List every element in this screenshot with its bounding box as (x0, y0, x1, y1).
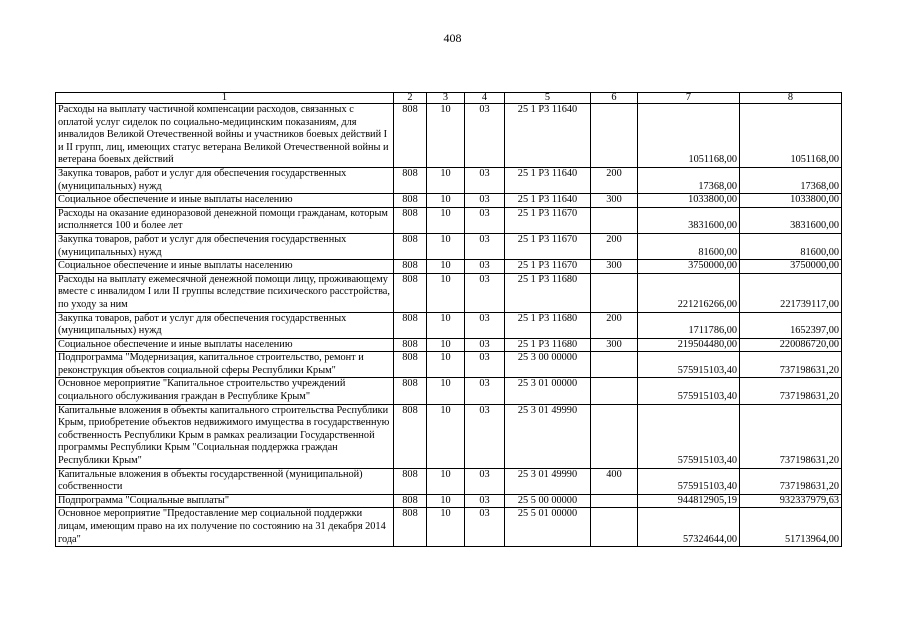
row-gov-code: 808 (394, 312, 427, 338)
header-cell: 3 (427, 93, 465, 104)
row-amount-year2: 3750000,00 (740, 260, 842, 274)
table-row (56, 338, 842, 352)
row-gov-code: 808 (394, 338, 427, 352)
row-expense-type: 200 (591, 312, 638, 338)
row-subsection: 03 (465, 312, 505, 338)
row-amount-year2: 220086720,00 (740, 338, 842, 352)
row-subsection: 03 (465, 508, 505, 547)
row-target-article: 25 1 Р3 11680 (505, 312, 591, 338)
row-amount-year2: 1033800,00 (740, 194, 842, 208)
row-amount-year1: 575915103,40 (638, 352, 740, 378)
table-row (56, 468, 842, 494)
table-row (56, 404, 842, 468)
row-section: 10 (427, 104, 465, 168)
row-target-article: 25 1 Р3 11680 (505, 338, 591, 352)
row-name: Капитальные вложения в объекты капитального строительства Республики Крым, приобретение объектов недвижимого имущества в государственную собственность Республики Крым в рамках реализации Государственной программы Республики Крым "Социальная поддержка граждан Республики Крым" (56, 404, 394, 468)
row-section: 10 (427, 508, 465, 547)
row-amount-year1: 575915103,40 (638, 404, 740, 468)
row-expense-type (591, 404, 638, 468)
row-target-article: 25 1 Р3 11670 (505, 207, 591, 233)
table-row (56, 207, 842, 233)
row-name: Расходы на выплату ежемесячной денежной помощи лицу, проживающему вместе с инвалидом I или II группы вследствие психического расстройства, по уходу за ним (56, 273, 394, 312)
row-section: 10 (427, 378, 465, 404)
row-subsection: 03 (465, 273, 505, 312)
row-target-article: 25 3 00 00000 (505, 352, 591, 378)
row-amount-year2: 737198631,20 (740, 352, 842, 378)
row-gov-code: 808 (394, 508, 427, 547)
row-subsection: 03 (465, 260, 505, 274)
page-number: 408 (443, 31, 462, 45)
row-section: 10 (427, 404, 465, 468)
row-subsection: 03 (465, 352, 505, 378)
row-subsection: 03 (465, 207, 505, 233)
table-row (56, 194, 842, 208)
row-amount-year1: 575915103,40 (638, 468, 740, 494)
row-expense-type (591, 508, 638, 547)
row-section: 10 (427, 312, 465, 338)
row-name: Подпрограмма "Социальные выплаты" (56, 494, 394, 508)
row-name: Основное мероприятие "Капитальное строительство учреждений социального обслуживания граждан в Республике Крым" (56, 378, 394, 404)
row-amount-year1: 81600,00 (638, 233, 740, 259)
row-amount-year2: 221739117,00 (740, 273, 842, 312)
row-section: 10 (427, 338, 465, 352)
row-amount-year1: 17368,00 (638, 167, 740, 193)
row-amount-year2: 51713964,00 (740, 508, 842, 547)
table-body (56, 93, 842, 547)
table-row (56, 378, 842, 404)
table-row (56, 104, 842, 168)
header-cell: 5 (505, 93, 591, 104)
row-gov-code: 808 (394, 194, 427, 208)
row-expense-type: 200 (591, 233, 638, 259)
row-target-article: 25 1 Р3 11670 (505, 260, 591, 274)
row-target-article: 25 1 Р3 11680 (505, 273, 591, 312)
row-name: Закупка товаров, работ и услуг для обеспечения государственных (муниципальных) нужд (56, 167, 394, 193)
row-name: Социальное обеспечение и иные выплаты населению (56, 194, 394, 208)
row-amount-year1: 1051168,00 (638, 104, 740, 168)
row-gov-code: 808 (394, 378, 427, 404)
row-subsection: 03 (465, 378, 505, 404)
row-amount-year1: 1711786,00 (638, 312, 740, 338)
row-expense-type: 400 (591, 468, 638, 494)
row-section: 10 (427, 194, 465, 208)
row-gov-code: 808 (394, 207, 427, 233)
row-subsection: 03 (465, 404, 505, 468)
row-section: 10 (427, 352, 465, 378)
table-row (56, 260, 842, 274)
row-expense-type: 300 (591, 194, 638, 208)
row-gov-code: 808 (394, 233, 427, 259)
row-gov-code: 808 (394, 167, 427, 193)
row-expense-type (591, 352, 638, 378)
header-cell: 8 (740, 93, 842, 104)
row-gov-code: 808 (394, 404, 427, 468)
row-expense-type (591, 104, 638, 168)
table-row (56, 167, 842, 193)
row-name: Социальное обеспечение и иные выплаты населению (56, 260, 394, 274)
row-amount-year1: 219504480,00 (638, 338, 740, 352)
row-amount-year1: 944812905,19 (638, 494, 740, 508)
budget-table (55, 92, 842, 547)
row-target-article: 25 1 Р3 11670 (505, 233, 591, 259)
row-amount-year2: 737198631,20 (740, 404, 842, 468)
table-row (56, 508, 842, 547)
row-name: Подпрограмма "Модернизация, капитальное строительство, ремонт и реконструкция объектов социальной сферы Республики Крым" (56, 352, 394, 378)
row-amount-year2: 81600,00 (740, 233, 842, 259)
row-amount-year1: 3831600,00 (638, 207, 740, 233)
row-gov-code: 808 (394, 273, 427, 312)
header-cell: 7 (638, 93, 740, 104)
row-amount-year2: 737198631,20 (740, 378, 842, 404)
row-target-article: 25 3 01 49990 (505, 404, 591, 468)
row-expense-type: 200 (591, 167, 638, 193)
row-section: 10 (427, 233, 465, 259)
row-expense-type: 300 (591, 338, 638, 352)
row-section: 10 (427, 494, 465, 508)
row-section: 10 (427, 207, 465, 233)
row-target-article: 25 3 01 00000 (505, 378, 591, 404)
row-amount-year1: 221216266,00 (638, 273, 740, 312)
table-row (56, 352, 842, 378)
row-amount-year2: 737198631,20 (740, 468, 842, 494)
table-row (56, 273, 842, 312)
header-cell: 6 (591, 93, 638, 104)
row-target-article: 25 5 00 00000 (505, 494, 591, 508)
row-expense-type (591, 378, 638, 404)
row-amount-year2: 3831600,00 (740, 207, 842, 233)
row-section: 10 (427, 167, 465, 193)
row-amount-year2: 1652397,00 (740, 312, 842, 338)
row-name: Закупка товаров, работ и услуг для обеспечения государственных (муниципальных) нужд (56, 233, 394, 259)
header-cell: 4 (465, 93, 505, 104)
row-expense-type (591, 207, 638, 233)
row-name: Закупка товаров, работ и услуг для обеспечения государственных (муниципальных) нужд (56, 312, 394, 338)
table-row (56, 312, 842, 338)
row-gov-code: 808 (394, 260, 427, 274)
row-amount-year2: 17368,00 (740, 167, 842, 193)
row-name: Основное мероприятие "Предоставление мер социальной поддержки лицам, имеющим право на их получение по состоянию на 31 декабря 2014 года" (56, 508, 394, 547)
row-name: Капитальные вложения в объекты государственной (муниципальной) собственности (56, 468, 394, 494)
row-subsection: 03 (465, 338, 505, 352)
row-subsection: 03 (465, 167, 505, 193)
header-cell: 1 (56, 93, 394, 104)
row-subsection: 03 (465, 233, 505, 259)
row-expense-type: 300 (591, 260, 638, 274)
row-target-article: 25 5 01 00000 (505, 508, 591, 547)
row-target-article: 25 3 01 49990 (505, 468, 591, 494)
row-amount-year2: 1051168,00 (740, 104, 842, 168)
row-gov-code: 808 (394, 352, 427, 378)
row-section: 10 (427, 273, 465, 312)
table-row (56, 494, 842, 508)
row-subsection: 03 (465, 494, 505, 508)
row-name: Социальное обеспечение и иные выплаты населению (56, 338, 394, 352)
table-row (56, 233, 842, 259)
row-target-article: 25 1 Р3 11640 (505, 194, 591, 208)
row-amount-year1: 575915103,40 (638, 378, 740, 404)
row-gov-code: 808 (394, 494, 427, 508)
row-amount-year2: 932337979,63 (740, 494, 842, 508)
row-amount-year1: 57324644,00 (638, 508, 740, 547)
row-expense-type (591, 273, 638, 312)
row-target-article: 25 1 Р3 11640 (505, 167, 591, 193)
header-row (56, 93, 842, 104)
row-section: 10 (427, 468, 465, 494)
row-subsection: 03 (465, 468, 505, 494)
row-gov-code: 808 (394, 104, 427, 168)
row-subsection: 03 (465, 104, 505, 168)
row-name: Расходы на выплату частичной компенсации расходов, связанных с оплатой услуг сиделок по социально-медицинским показаниям, для инвалидов Великой Отечественной войны и участников боевых действий I и II групп, лиц, имеющих статус ветерана Великой Отечественной войны и ветерана боевых действий (56, 104, 394, 168)
row-subsection: 03 (465, 194, 505, 208)
row-name: Расходы на оказание единоразовой денежной помощи гражданам, которым исполняется 100 и более лет (56, 207, 394, 233)
row-gov-code: 808 (394, 468, 427, 494)
header-cell: 2 (394, 93, 427, 104)
row-amount-year1: 3750000,00 (638, 260, 740, 274)
row-target-article: 25 1 Р3 11640 (505, 104, 591, 168)
row-section: 10 (427, 260, 465, 274)
row-expense-type (591, 494, 638, 508)
row-amount-year1: 1033800,00 (638, 194, 740, 208)
